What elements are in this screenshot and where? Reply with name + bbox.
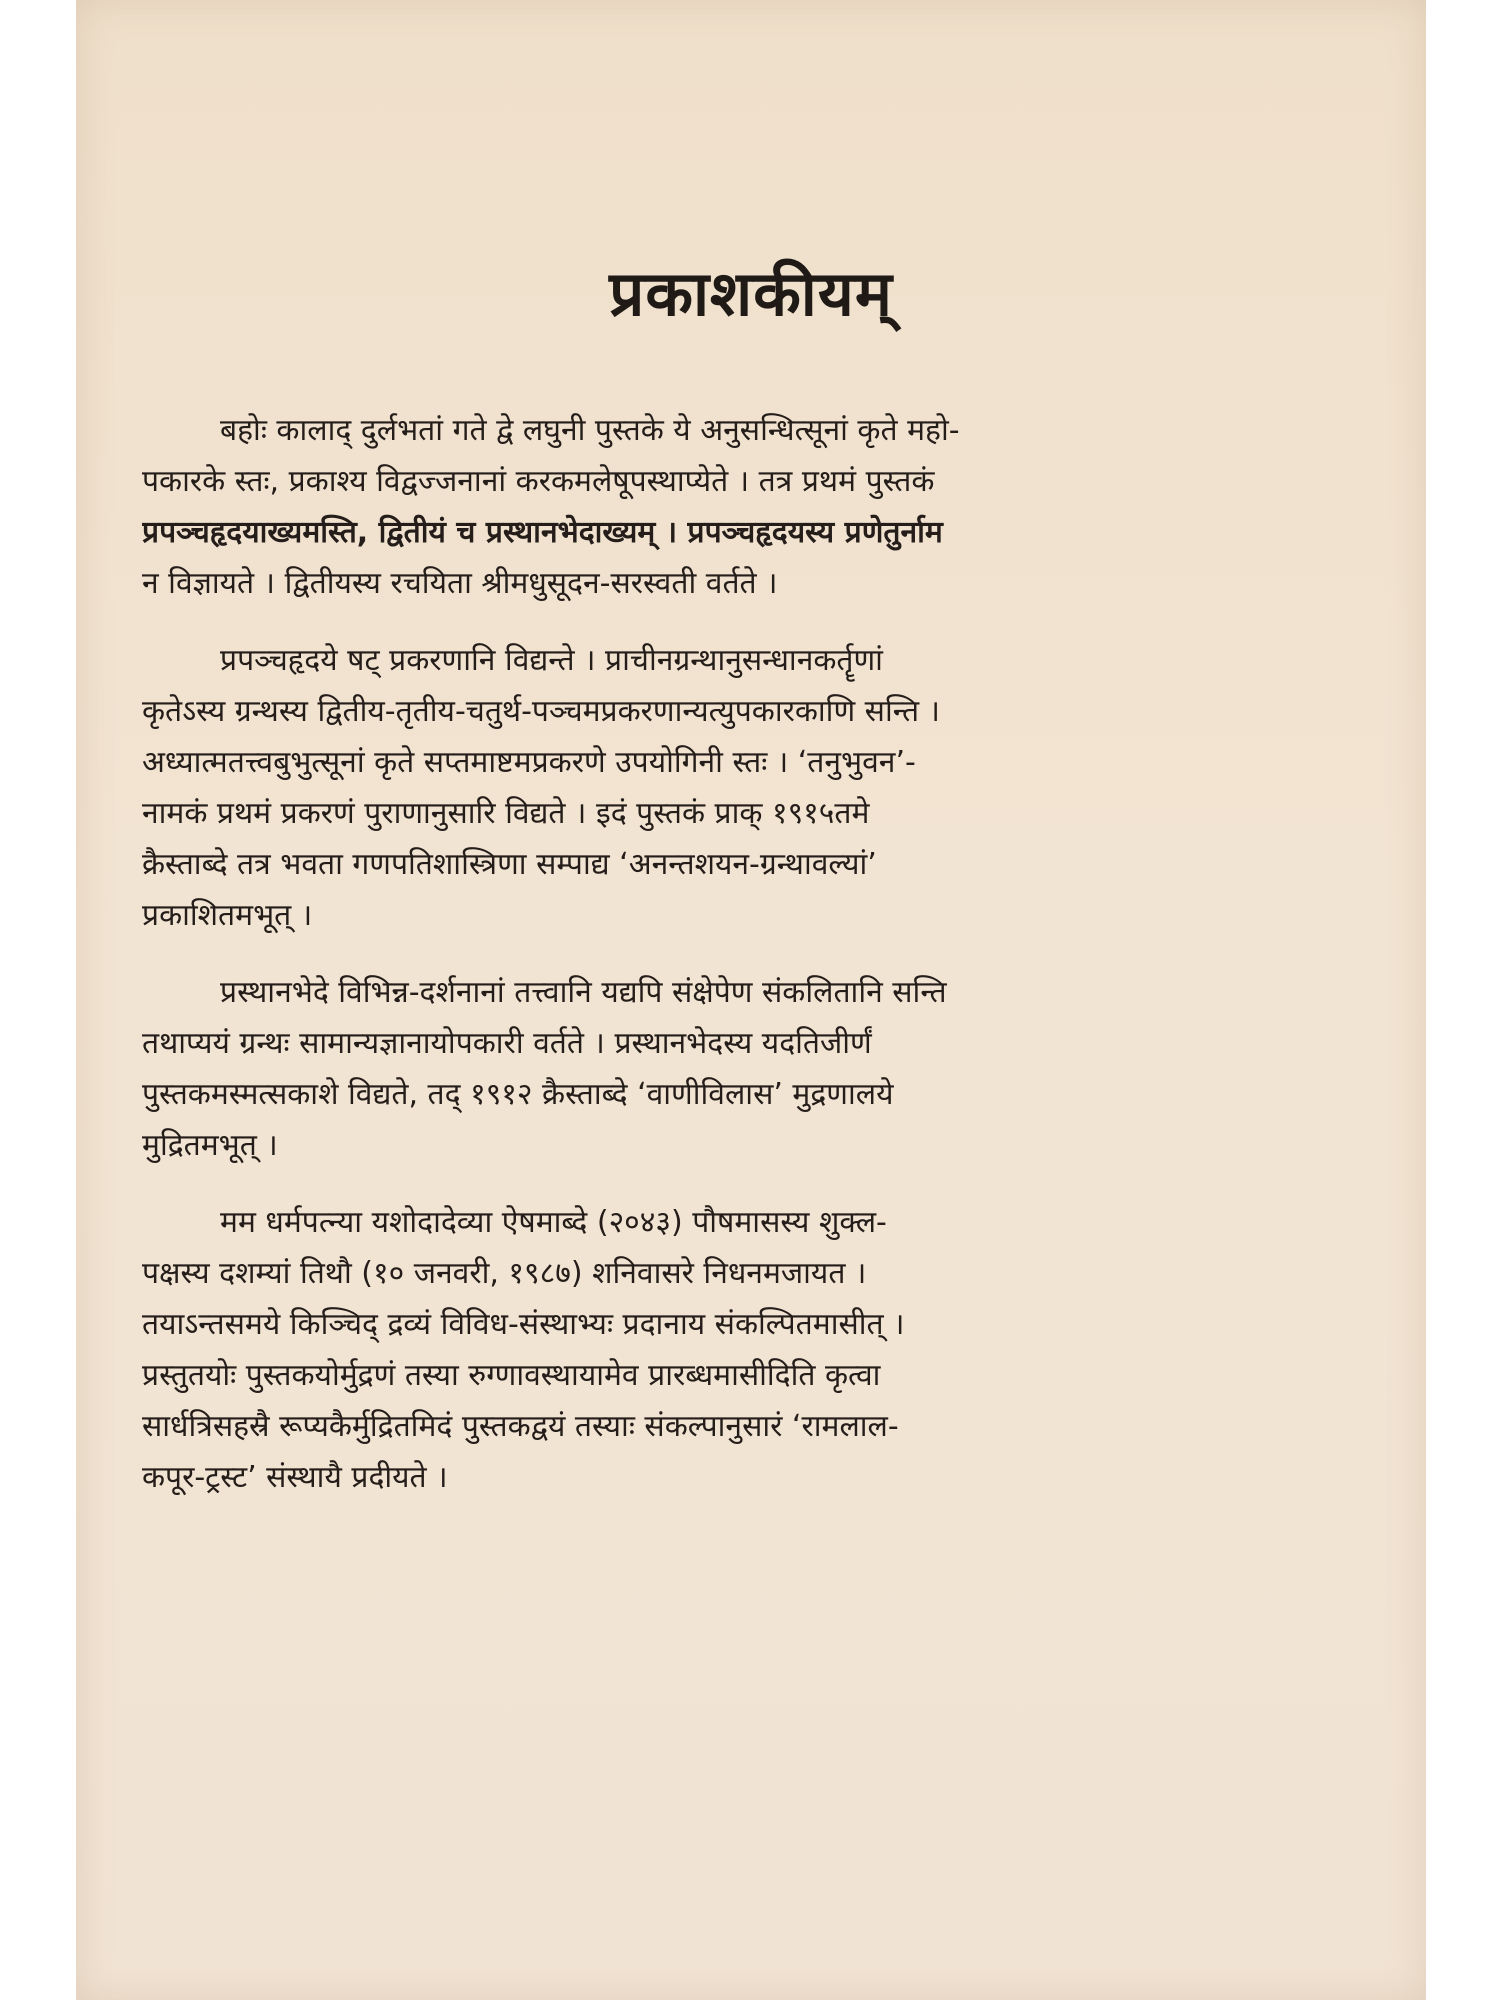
text-line: सार्धत्रिसहस्रै रूप्यकैर्मुद्रितमिदं पुस्तकद्वयं तस्याः संकल्पानुसारं ‘रामलाल- xyxy=(142,1409,899,1444)
paragraph-1 xyxy=(142,405,1396,609)
paragraph-2 xyxy=(142,635,1396,941)
text-line: प्रकाशितमभूत् । xyxy=(142,898,313,933)
text-line: नामकं प्रथमं प्रकरणं पुराणानुसारि विद्यते । इदं पुस्तकं प्राक् १९१५तमे xyxy=(142,796,870,831)
text-line: अध्यात्मतत्त्वबुभुत्सूनां कृते सप्तमाष्टमप्रकरणे उपयोगिनी स्तः । ‘तनुभुवन’- xyxy=(142,745,916,780)
text-line: न विज्ञायते । द्वितीयस्य रचयिता श्रीमधुसूदन-सरस्वती वर्तते । xyxy=(142,566,778,601)
paragraph-3 xyxy=(142,967,1396,1171)
text-line: तथाप्ययं ग्रन्थः सामान्यज्ञानायोपकारी वर्तते । प्रस्थानभेदस्य यदतिजीर्णं xyxy=(142,1026,872,1061)
body-text xyxy=(142,405,1396,1529)
text-line: कपूर-ट्रस्ट’ संस्थायै प्रदीयते । xyxy=(142,1460,448,1495)
text-line: मुद्रितमभूत् । xyxy=(142,1128,278,1163)
text-line: प्रपञ्चहृदयाख्यमस्ति, द्वितीयं च प्रस्थानभेदाख्यम् । प्रपञ्चहृदयस्य प्रणेतुर्नाम xyxy=(142,515,943,550)
text-line: पुस्तकमस्मत्सकाशे विद्यते, तद् १९१२ क्रैस्ताब्दे ‘वाणीविलास’ मुद्रणालये xyxy=(142,1077,894,1112)
text-line: क्रैस्ताब्दे तत्र भवता गणपतिशास्त्रिणा सम्पाद्य ‘अनन्तशयन-ग्रन्थावल्यां’ xyxy=(142,847,877,882)
book-page xyxy=(76,0,1426,2000)
text-line: पकारके स्तः, प्रकाश्य विद्वज्जनानां करकमलेषूपस्थाप्येते । तत्र प्रथमं पुस्तकं xyxy=(142,464,935,499)
text-line: कृतेऽस्य ग्रन्थस्य द्वितीय-तृतीय-चतुर्थ-पञ्चमप्रकरणान्यत्युपकारकाणि सन्ति । xyxy=(142,694,940,729)
text-line: तयाऽन्तसमये किञ्चिद् द्रव्यं विविध-संस्थाभ्यः प्रदानाय संकल्पितमासीत् । xyxy=(142,1307,905,1342)
text-line: प्रपञ्चहृदये षट् प्रकरणानि विद्यन्ते । प्राचीनग्रन्थानुसन्धानकर्तॄणां xyxy=(220,643,883,678)
text-line: प्रस्तुतयोः पुस्तकयोर्मुद्रणं तस्या रुग्णावस्थायामेव प्रारब्धमासीदिति कृत्वा xyxy=(142,1358,881,1393)
text-line: पक्षस्य दशम्यां तिथौ (१० जनवरी, १९८७) शनिवासरे निधनमजायत । xyxy=(142,1256,867,1291)
page-title: प्रकाशकीयम् xyxy=(609,257,893,330)
paragraph-4 xyxy=(142,1197,1396,1503)
text-line: मम धर्मपत्न्या यशोदादेव्या ऐषमाब्दे (२०४३) पौषमासस्य शुक्ल- xyxy=(220,1205,887,1240)
text-line: बहोः कालाद् दुर्लभतां गते द्वे लघुनी पुस्तके ये अनुसन्धित्सूनां कृते महो- xyxy=(220,413,960,448)
text-line: प्रस्थानभेदे विभिन्न-दर्शनानां तत्त्वानि यद्यपि संक्षेपेण संकलितानि सन्ति xyxy=(220,975,947,1010)
